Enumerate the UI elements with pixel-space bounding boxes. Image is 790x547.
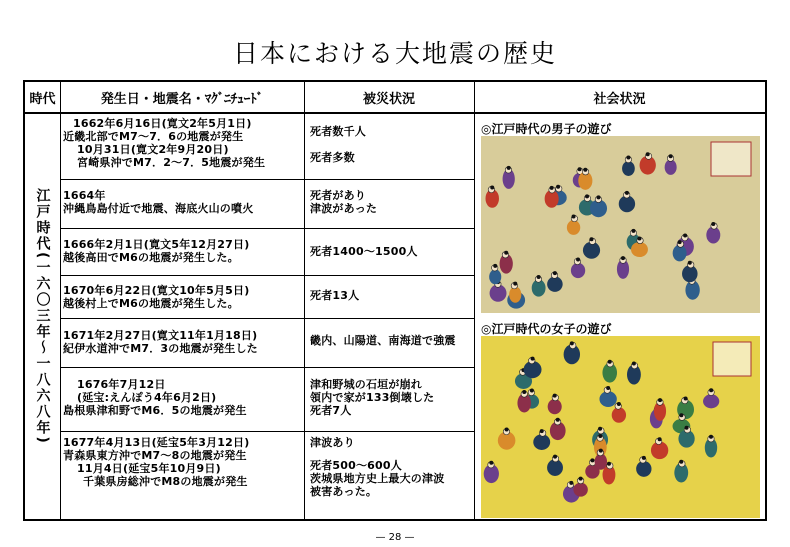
table-row-damage: 畿内、山陽道、南海道で強震 (310, 334, 456, 347)
ukiyoe-boys-illustration (481, 136, 760, 313)
figure-hair (507, 166, 511, 170)
figure-hair (607, 462, 611, 466)
figure-hair (631, 229, 635, 233)
figure-body (533, 434, 550, 450)
table-row-date: 1677年4月13日(延宝5年3月12日) 青森県東方沖でM7〜8の地震が発生 11月4日(延宝5年10月9日) 千葉県房総沖でM8の地震が発生 (63, 436, 250, 488)
figure-hair (572, 215, 576, 219)
figure-hair (522, 390, 526, 394)
figure-hair (579, 477, 583, 481)
header-damage: 被災状況 (304, 82, 474, 114)
table-row-damage: 津波あり 死者500〜600人 茨城県地方史上最大の津波 被害あった。 (310, 436, 445, 498)
row-divider (60, 318, 474, 319)
figure-body (573, 483, 587, 497)
figure-hair (632, 362, 636, 366)
figure-hair (626, 156, 630, 160)
row-divider (60, 431, 474, 432)
figure-hair (578, 167, 582, 171)
figure-hair (683, 234, 687, 238)
figure-hair (637, 237, 641, 241)
figure-hair (490, 186, 494, 190)
figure-hair (537, 275, 541, 279)
figure-body (599, 391, 616, 407)
figure-hair (569, 481, 573, 485)
header-date: 発生日・地震名・ﾏｸﾞﾆﾁｭｰﾄﾞ (60, 82, 304, 114)
column-divider (474, 82, 475, 519)
figure-hair (679, 413, 683, 417)
row-divider (60, 367, 474, 368)
table-row-damage: 津和野城の石垣が崩れ 領内で家が133倒壊した 死者7人 (310, 378, 435, 417)
title-cartouche (711, 142, 751, 176)
figure-hair (621, 256, 625, 260)
figure-hair (625, 191, 629, 195)
header-era: 時代 (25, 82, 60, 114)
figure-hair (540, 429, 544, 433)
figure-hair (658, 437, 662, 441)
column-divider (60, 82, 61, 519)
figure-hair (598, 427, 602, 431)
figure-hair (570, 341, 574, 345)
era-cell (25, 114, 60, 519)
figure-body (547, 277, 563, 292)
figure-hair (596, 195, 600, 199)
figure-hair (709, 388, 713, 392)
table-row-date: 1676年7月12日 (延宝:えんぽう4年6月2日) 島根県津和野でM6．5の地震が発生 (63, 378, 247, 417)
figure-hair (679, 460, 683, 464)
era-label: 江戸時代(一六〇三年〜一八六八年) (34, 188, 51, 445)
figure-body (622, 161, 635, 176)
figure-hair (550, 186, 554, 190)
girls-play-picture (481, 336, 760, 518)
figure-hair (530, 388, 534, 392)
figure-hair (493, 264, 497, 268)
figure-hair (608, 360, 612, 364)
header-social: 社会状況 (474, 82, 765, 114)
figure-hair (599, 449, 603, 453)
figure-hair (590, 237, 594, 241)
row-divider (60, 179, 474, 180)
figure-hair (646, 152, 650, 156)
figure-hair (658, 398, 662, 402)
figure-hair (590, 458, 594, 462)
figure-body (567, 220, 580, 235)
figure-hair (513, 282, 517, 286)
figure-hair (669, 154, 673, 158)
figure-hair (688, 261, 692, 265)
figure-hair (553, 455, 557, 459)
figure-hair (553, 394, 557, 398)
figure-hair (556, 418, 560, 422)
figure-hair (606, 386, 610, 390)
row-divider (60, 275, 474, 276)
girls-play-title: ◎江戸時代の女子の遊び (481, 322, 612, 336)
figure-hair (598, 434, 602, 438)
figure-hair (685, 426, 689, 430)
boys-play-title: ◎江戸時代の男子の遊び (481, 122, 612, 136)
figure-hair (678, 240, 682, 244)
page-number: — 28 — (375, 532, 415, 543)
figure-body (571, 263, 585, 278)
figure-hair (531, 357, 535, 361)
figure-hair (576, 257, 580, 261)
table-row-damage: 死者数千人 死者多数 (310, 125, 366, 164)
figure-body (665, 160, 677, 175)
figure-hair (684, 397, 688, 401)
figure-hair (585, 194, 589, 198)
figure-hair (489, 461, 493, 465)
figure-hair (583, 168, 587, 172)
table-row-date: 1666年2月1日(寛文5年12月27日) 越後高田でM6の地震が発生した。 (63, 238, 250, 264)
title-cartouche (713, 342, 751, 376)
table-row-damage: 死者1400〜1500人 (310, 245, 418, 258)
figure-body (703, 394, 719, 408)
page-title: 日本における大地震の歴史 (232, 39, 557, 68)
table-row-date: 1664年 沖縄鳥島付近で地震、海底火山の噴火 (63, 189, 254, 215)
figure-body (489, 269, 501, 284)
table-row-date: 1662年6月16日(寛文2年5月1日) 近畿北部でM7〜7．6の地震が発生 10月31日(寛文2年9月20日) 宮崎県沖でM7．2〜7．5地震が発生 (63, 117, 266, 169)
figure-hair (711, 222, 715, 226)
boys-play-picture (481, 136, 760, 313)
figure-hair (505, 428, 509, 432)
figure-hair (553, 271, 557, 275)
figure-hair (504, 251, 508, 255)
figure-hair (617, 402, 621, 406)
figure-hair (642, 456, 646, 460)
table-row-damage: 死者があり 津波があった (310, 189, 378, 215)
ukiyoe-girls-illustration (481, 336, 760, 518)
table-row-damage: 死者13人 (310, 289, 360, 302)
table-row-date: 1671年2月27日(寛文11年1月18日) 紀伊水道沖でM7．3の地震が発生した (63, 329, 258, 355)
figure-body (548, 399, 562, 414)
figure-body (631, 242, 648, 257)
figure-hair (556, 185, 560, 189)
figure-hair (709, 435, 713, 439)
row-divider (60, 228, 474, 229)
figure-body (636, 461, 651, 477)
figure-body (612, 407, 626, 422)
earthquake-history-table (23, 80, 767, 521)
column-divider (304, 82, 305, 519)
table-row-date: 1670年6月22日(寛文10年5月5日) 越後村上でM6の地震が発生した。 (63, 284, 250, 310)
